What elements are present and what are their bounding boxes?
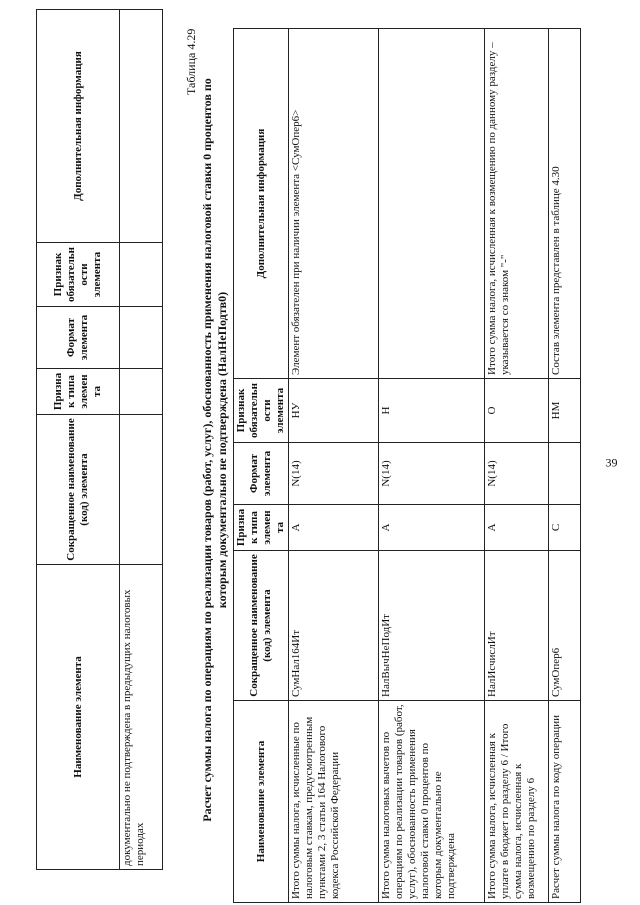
cell-type — [120, 369, 163, 415]
col-required: Признак обязательности элемента — [37, 243, 120, 307]
table-header — [234, 29, 289, 903]
cell-required — [120, 243, 163, 307]
col-info: Дополнительная информация — [37, 10, 120, 243]
table-row — [379, 29, 485, 903]
cell-type: А — [485, 505, 549, 551]
col-name: Наименование элемента — [37, 565, 120, 870]
page-number: 39 — [605, 455, 618, 470]
col-name: Наименование элемента — [234, 701, 289, 903]
cell-name: Итого сумма налога, исчисленная к уплате в бюджет по разделу 6 / Итого сумма налога, исчисленная к возмещению по разделу 6 — [485, 701, 549, 903]
col-format: Формат элемента — [234, 443, 289, 505]
cell-format — [120, 307, 163, 369]
main-table — [233, 28, 581, 903]
col-code: Сокращенное наименование (код) элемента — [234, 551, 289, 701]
cell-name: Итого суммы налога, исчисленные по налоговым ставкам, предусмотренным пунктами 2, 3 статьи 164 Налогового кодекса Российской Федерации — [289, 701, 379, 903]
cell-code — [120, 415, 163, 565]
table-row — [289, 29, 379, 903]
col-code: Сокращенное наименование (код) элемента — [37, 415, 120, 565]
cell-required: О — [485, 379, 549, 443]
table-row — [549, 29, 581, 903]
cell-format: N(14) — [379, 443, 485, 505]
cell-type: А — [289, 505, 379, 551]
col-type: Признак типа элемента — [37, 369, 120, 415]
table-row — [485, 29, 549, 903]
table-row — [120, 10, 163, 870]
cell-format — [549, 443, 581, 505]
cell-type: А — [379, 505, 485, 551]
col-type: Признак типа элемента — [234, 505, 289, 551]
cell-code: НалИсчислИт — [485, 551, 549, 701]
cell-info: Итого сумма налога, исчисленная к возмещению по данному разделу – указывается со знаком "-" — [485, 29, 549, 379]
cell-code: НалВычНеПодИт — [379, 551, 485, 701]
cell-required: Н — [379, 379, 485, 443]
cell-name: документально не подтверждена в предыдущих налоговых периодах — [120, 565, 163, 870]
cell-type: С — [549, 505, 581, 551]
col-info: Дополнительная информация — [234, 29, 289, 379]
cell-info: Состав элемента представлен в таблице 4.30 — [549, 29, 581, 379]
cell-name: Расчет суммы налога по коду операции — [549, 701, 581, 903]
cell-required: НМ — [549, 379, 581, 443]
continued-table — [36, 9, 163, 870]
table-header — [37, 10, 120, 870]
col-format: Формат элемента — [37, 307, 120, 369]
table-label: Таблица 4.29 — [184, 28, 198, 95]
cell-format: N(14) — [289, 443, 379, 505]
col-required: Признак обязательности элемента — [234, 379, 289, 443]
cell-name: Итого сумма налоговых вычетов по операциям по реализации товаров (работ, услуг), обоснованность применения налоговой ставки 0 процентов по которым документально не подтверждена — [379, 701, 485, 903]
cell-code: СумНал164Ит — [289, 551, 379, 701]
cell-format: N(14) — [485, 443, 549, 505]
cell-info: Элемент обязателен при наличии элемента <СумОпер6> — [289, 29, 379, 379]
cell-info — [379, 29, 485, 379]
table-title: Расчет суммы налога по операциям по реализации товаров (работ, услуг), обоснованность применения налоговой ставки 0 процентов по которым документально не подтверждена (НалНеПодтв0) — [200, 78, 229, 822]
cell-info — [120, 10, 163, 243]
cell-required: НУ — [289, 379, 379, 443]
cell-code: СумОпер6 — [549, 551, 581, 701]
